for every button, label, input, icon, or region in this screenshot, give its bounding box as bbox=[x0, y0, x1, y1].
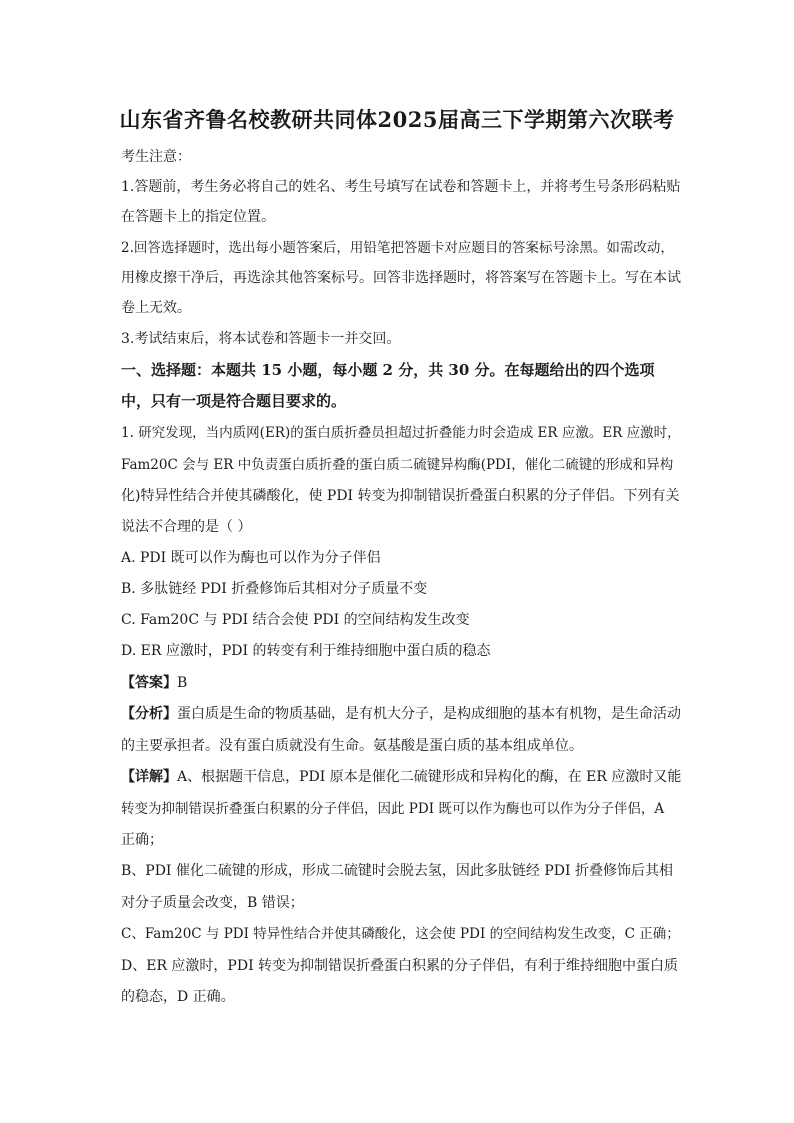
question-1-line-1: 1. 研究发现，当内质网(ER)的蛋白质折叠员担超过折叠能力时会造成 ER 应激。ER 应激时， bbox=[121, 425, 681, 441]
detail-line-6: C、Fam20C 与 PDI 特异性结合并使其磷酸化，这会使 PDI 的空间结构发生改变，C 正确； bbox=[121, 926, 680, 942]
answer-value: B bbox=[177, 675, 188, 691]
question-1-line-3: 化)特异性结合并使其磷酸化，使 PDI 转变为抑制错误折叠蛋白积累的分子伴侣。下列有关 bbox=[121, 488, 680, 504]
section-heading-line-2: 中，只有一项是符合题目要求的。 bbox=[121, 392, 347, 410]
notice-heading: 考生注意： bbox=[121, 149, 191, 165]
notice-item-2-line-3: 卷上无效。 bbox=[121, 300, 191, 316]
question-1-line-4: 说法不合理的是（ ） bbox=[121, 519, 252, 535]
option-a: A. PDI 既可以作为酶也可以作为分子伴侣 bbox=[121, 550, 381, 566]
notice-item-1-line-2: 在答题卡上的指定位置。 bbox=[121, 209, 275, 225]
question-1-line-2: Fam20C 会与 ER 中负责蛋白质折叠的蛋白质二硫键异构酶(PDI，催化二硫键的形成和异构 bbox=[121, 457, 674, 473]
notice-item-2-line-2: 用橡皮擦干净后，再选涂其他答案标号。回答非选择题时，将答案写在答题卡上。写在本试 bbox=[121, 270, 681, 286]
detail-tag: 【详解】 bbox=[121, 769, 177, 785]
answer-tag: 【答案】 bbox=[121, 675, 177, 691]
analysis-text-1: 蛋白质是生命的物质基础，是有机大分子，是构成细胞的基本有机物，是生命活动 bbox=[177, 706, 681, 722]
option-c: C. Fam20C 与 PDI 结合会使 PDI 的空间结构发生改变 bbox=[121, 612, 470, 628]
detail-text-1: A、根据题干信息，PDI 原本是催化二硫键形成和异构化的酶，在 ER 应激时又能 bbox=[177, 769, 682, 785]
detail-line-5: 对分子质量会改变，B 错误； bbox=[121, 895, 304, 911]
analysis-line-1 bbox=[121, 705, 681, 723]
notice-item-2-line-1: 2.回答选择题时，选出每小题答案后，用铅笔把答题卡对应题目的答案标号涂黑。如需改动， bbox=[121, 240, 674, 256]
option-d: D. ER 应激时，PDI 的转变有利于维持细胞中蛋白质的稳态 bbox=[121, 643, 491, 659]
detail-line-1 bbox=[121, 768, 681, 786]
notice-item-1-line-1: 1.答题前，考生务必将自己的姓名、考生号填写在试卷和答题卡上，并将考生号条形码粘贴 bbox=[121, 179, 681, 195]
detail-line-7: D、ER 应激时，PDI 转变为抑制错误折叠蛋白积累的分子伴侣，有利于维持细胞中蛋白质 bbox=[121, 958, 679, 974]
detail-line-3: 正确； bbox=[121, 832, 163, 848]
detail-line-4: B、PDI 催化二硫键的形成，形成二硫键时会脱去氢，因此多肽链经 PDI 折叠修饰后其相 bbox=[121, 863, 673, 879]
detail-line-8: 的稳态，D 正确。 bbox=[121, 989, 235, 1005]
detail-line-2: 转变为抑制错误折叠蛋白积累的分子伴侣，因此 PDI 既可以作为酶也可以作为分子伴侣，A bbox=[121, 801, 665, 817]
answer-line bbox=[121, 674, 681, 692]
section-heading-line-1: 一、选择题：本题共 15 小题，每小题 2 分，共 30 分。在每题给出的四个选项 bbox=[121, 361, 655, 379]
option-b: B. 多肽链经 PDI 折叠修饰后其相对分子质量不变 bbox=[121, 581, 428, 597]
page-title: 山东省齐鲁名校教研共同体2025届高三下学期第六次联考 bbox=[119, 107, 675, 132]
analysis-line-2: 的主要承担者。没有蛋白质就没有生命。氨基酸是蛋白质的基本组成单位。 bbox=[121, 738, 583, 754]
notice-item-3: 3.考试结束后，将本试卷和答题卡一并交回。 bbox=[121, 331, 401, 347]
analysis-tag: 【分析】 bbox=[121, 706, 177, 722]
